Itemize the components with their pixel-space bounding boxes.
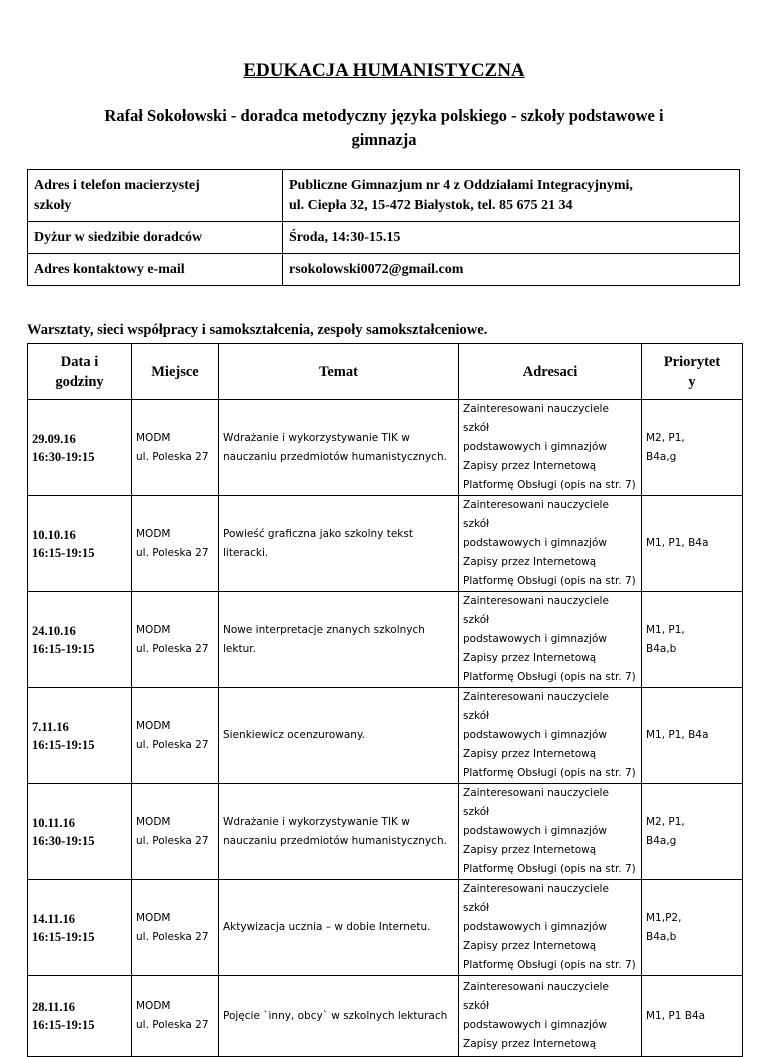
workshops-table <box>27 343 743 1057</box>
audience-text: podstawowych i gimnazjów <box>463 1019 607 1031</box>
info-value-address <box>283 170 740 222</box>
info-value-line: ul. Ciepła 32, 15-472 Białystok, tel. 85 675 21 34 <box>289 197 573 213</box>
audience-text: podstawowych i gimnazjów <box>463 537 607 549</box>
topic-text: Wdrażanie i wykorzystywanie TIK w <box>223 815 410 828</box>
place-text: ul. Poleska 27 <box>136 642 209 655</box>
cell-audience <box>459 976 642 1057</box>
header-priority <box>642 344 743 400</box>
cell-priority <box>642 688 743 784</box>
info-value-duty: Środa, 14:30-15.15 <box>283 222 740 254</box>
topic-text: Sienkiewicz ocenzurowany. <box>223 729 366 741</box>
cell-date <box>28 496 132 592</box>
audience-text: podstawowych i gimnazjów <box>463 921 607 933</box>
info-row-duty <box>28 222 740 254</box>
table-row <box>28 496 743 592</box>
date-text: 29.09.16 <box>32 431 76 446</box>
audience-text: Zapisy przez Internetową <box>463 844 597 856</box>
cell-audience <box>459 400 642 496</box>
priority-text: M1, P1, B4a <box>646 729 709 741</box>
audience-text: Platformę Obsługi (opis na str. 7) <box>463 959 636 971</box>
header-audience: Adresaci <box>459 344 642 400</box>
date-text: 10.11.16 <box>32 815 76 830</box>
topic-text: nauczaniu przedmiotów humanistycznych. <box>223 450 447 463</box>
date-text: 28.11.16 <box>32 1000 76 1014</box>
time-text: 16:30-19:15 <box>32 833 95 848</box>
cell-audience <box>459 496 642 592</box>
audience-text: podstawowych i gimnazjów <box>463 633 607 645</box>
audience-text: Zapisy przez Internetową <box>463 1038 597 1050</box>
table-row <box>28 592 743 688</box>
audience-text: Zapisy przez Internetową <box>463 556 597 568</box>
place-text: MODM <box>136 719 171 732</box>
audience-text: Zainteresowani nauczyciele szkół <box>463 787 609 818</box>
info-label-duty: Dyżur w siedzibie doradców <box>28 222 283 254</box>
cell-place <box>132 784 219 880</box>
cell-date <box>28 400 132 496</box>
audience-text: Zapisy przez Internetową <box>463 748 597 760</box>
audience-text: Platformę Obsługi (opis na str. 7) <box>463 479 636 491</box>
header-date <box>28 344 132 400</box>
cell-priority <box>642 976 743 1057</box>
cell-date <box>28 688 132 784</box>
topic-text: Aktywizacja ucznia – w dobie Internetu. <box>223 921 431 933</box>
cell-topic <box>219 400 459 496</box>
date-text: 7.11.16 <box>32 719 69 734</box>
topic-text: Wdrażanie i wykorzystywanie TIK w <box>223 431 410 444</box>
topic-text: Nowe interpretacje znanych szkolnych <box>223 623 425 636</box>
place-text: ul. Poleska 27 <box>136 1019 209 1031</box>
cell-priority <box>642 496 743 592</box>
cell-priority <box>642 400 743 496</box>
time-text: 16:15-19:15 <box>32 641 95 656</box>
header-text: y <box>688 373 696 390</box>
workshops-body <box>28 400 743 1057</box>
time-text: 16:15-19:15 <box>32 737 95 752</box>
table-row <box>28 976 743 1057</box>
audience-text: Platformę Obsługi (opis na str. 7) <box>463 863 636 875</box>
cell-place <box>132 400 219 496</box>
audience-text: Zainteresowani nauczyciele szkół <box>463 981 609 1012</box>
place-text: MODM <box>136 623 171 636</box>
cell-date <box>28 592 132 688</box>
audience-text: Zapisy przez Internetową <box>463 460 597 472</box>
audience-text: Zapisy przez Internetową <box>463 652 597 664</box>
audience-text: podstawowych i gimnazjów <box>463 729 607 741</box>
cell-topic <box>219 976 459 1057</box>
topic-text: literacki. <box>223 546 269 559</box>
place-text: ul. Poleska 27 <box>136 546 209 559</box>
time-text: 16:15-19:15 <box>32 929 95 944</box>
cell-audience <box>459 880 642 976</box>
date-text: 24.10.16 <box>32 623 76 638</box>
place-text: MODM <box>136 431 171 444</box>
place-text: MODM <box>136 527 171 540</box>
audience-text: Zainteresowani nauczyciele szkół <box>463 691 609 722</box>
info-label-line: szkoły <box>34 197 72 213</box>
cell-audience <box>459 592 642 688</box>
table-row <box>28 784 743 880</box>
contact-info-table <box>27 169 740 286</box>
cell-audience <box>459 688 642 784</box>
date-text: 14.11.16 <box>32 911 76 926</box>
audience-text: Zainteresowani nauczyciele szkół <box>463 499 609 530</box>
audience-text: Platformę Obsługi (opis na str. 7) <box>463 575 636 587</box>
audience-text: Zainteresowani nauczyciele szkół <box>463 403 609 434</box>
time-text: 16:15-19:15 <box>32 1018 95 1032</box>
cell-topic <box>219 880 459 976</box>
table-row <box>28 880 743 976</box>
header-place: Miejsce <box>132 344 219 400</box>
header-text: godziny <box>55 373 104 390</box>
cell-place <box>132 880 219 976</box>
page-subtitle: Rafał Sokołowski - doradca metodyczny języka polskiego - szkoły podstawowe i gimnazja <box>104 106 664 149</box>
place-text: ul. Poleska 27 <box>136 450 209 463</box>
audience-text: podstawowych i gimnazjów <box>463 441 607 453</box>
priority-text: M1, P1, <box>646 623 685 636</box>
info-row-address <box>28 170 740 222</box>
cell-date <box>28 976 132 1057</box>
priority-text: M1, P1, B4a <box>646 537 709 549</box>
cell-date <box>28 880 132 976</box>
priority-text: B4a,b <box>646 642 677 655</box>
place-text: ul. Poleska 27 <box>136 834 209 847</box>
place-text: MODM <box>136 815 171 828</box>
cell-place <box>132 976 219 1057</box>
time-text: 16:30-19:15 <box>32 449 95 464</box>
topic-text: nauczaniu przedmiotów humanistycznych. <box>223 834 447 847</box>
cell-place <box>132 592 219 688</box>
place-text: MODM <box>136 1000 171 1012</box>
workshops-header-row <box>28 344 743 400</box>
audience-text: Zainteresowani nauczyciele szkół <box>463 595 609 626</box>
cell-priority <box>642 784 743 880</box>
cell-priority <box>642 592 743 688</box>
topic-text: Pojęcie `inny, obcy` w szkolnych lekturach <box>223 1009 448 1022</box>
info-value-email: rsokolowski0072@gmail.com <box>283 254 740 286</box>
priority-text: B4a,g <box>646 834 677 847</box>
time-text: 16:15-19:15 <box>32 545 95 560</box>
header-text: Priorytet <box>663 353 721 370</box>
priority-text: M1,P2, <box>646 911 682 924</box>
audience-text: Platformę Obsługi (opis na str. 7) <box>463 767 636 779</box>
cell-place <box>132 688 219 784</box>
info-value-line: Publiczne Gimnazjum nr 4 z Oddziałami Integracyjnymi, <box>289 177 633 193</box>
place-text: MODM <box>136 911 171 924</box>
header-topic: Temat <box>219 344 459 400</box>
workshops-title: Warsztaty, sieci współpracy i samokształcenia, zespoły samokształceniowe. <box>27 322 488 338</box>
topic-text: lektur. <box>223 642 256 655</box>
cell-audience <box>459 784 642 880</box>
info-label-line: Adres i telefon macierzystej <box>34 177 200 193</box>
priority-text: B4a,b <box>646 930 677 943</box>
priority-text: M2, P1, <box>646 431 685 444</box>
priority-text: B4a,g <box>646 450 677 463</box>
place-text: ul. Poleska 27 <box>136 930 209 943</box>
header-text: Data i <box>60 353 99 370</box>
cell-topic <box>219 496 459 592</box>
date-text: 10.10.16 <box>32 527 76 542</box>
cell-date <box>28 784 132 880</box>
cell-place <box>132 496 219 592</box>
info-label-email: Adres kontaktowy e-mail <box>28 254 283 286</box>
table-row <box>28 400 743 496</box>
cell-topic <box>219 592 459 688</box>
topic-text: Powieść graficzna jako szkolny tekst <box>223 527 413 540</box>
table-row <box>28 688 743 784</box>
audience-text: Platformę Obsługi (opis na str. 7) <box>463 671 636 683</box>
page-title: EDUKACJA HUMANISTYCZNA <box>243 60 525 81</box>
priority-text: M1, P1 B4a <box>646 1009 706 1022</box>
audience-text: Zainteresowani nauczyciele szkół <box>463 883 609 914</box>
info-label-address <box>28 170 283 222</box>
cell-topic <box>219 784 459 880</box>
audience-text: Zapisy przez Internetową <box>463 940 597 952</box>
audience-text: podstawowych i gimnazjów <box>463 825 607 837</box>
priority-text: M2, P1, <box>646 815 685 828</box>
info-row-email <box>28 254 740 286</box>
cell-priority <box>642 880 743 976</box>
cell-topic <box>219 688 459 784</box>
place-text: ul. Poleska 27 <box>136 738 209 751</box>
